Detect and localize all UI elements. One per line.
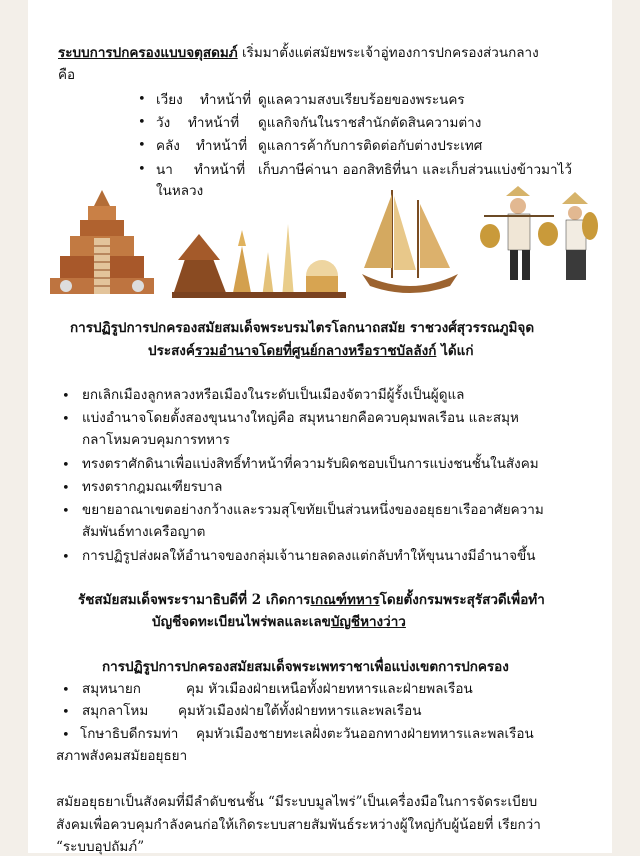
section3-underlined: เกณฑ์ทหาร: [310, 592, 380, 608]
item-name: นา: [156, 162, 173, 178]
list-item: ทรงตรากฎมณเฑียรบาล: [82, 479, 223, 495]
bullet-dot: •: [62, 705, 70, 720]
bullet-dot: •: [62, 458, 70, 473]
section1-heading-line: [58, 44, 539, 62]
section1-title: ระบบการปกครองแบบจตุสดมภ์: [58, 45, 238, 61]
section3-part: โดยตั้งกรมพระสุรัสวดีเพื่อทำ: [379, 592, 545, 608]
bullet-dot: •: [62, 389, 70, 404]
section4-footer: สภาพสังคมสมัยอยุธยา: [56, 748, 188, 764]
bullet-dot: •: [138, 115, 146, 130]
sailboat-illustration: [358, 186, 462, 298]
bullet-dot: •: [62, 728, 70, 743]
section2-title-part: ได้แก่: [436, 343, 474, 359]
section3-line2: [152, 613, 406, 631]
item-desc: เก็บภาษีค่านา ออกสิทธิที่นา และเก็บส่วนแบ่งข้าวมาไว้: [258, 162, 572, 178]
document-page: [28, 0, 612, 853]
list-item-cont: กลาโหมควบคุมการทหาร: [82, 432, 230, 448]
item-cont: ในหลวง: [156, 183, 204, 199]
temple-ruins-illustration: [44, 186, 160, 298]
bullet-dot: •: [62, 504, 70, 519]
item-name: คลัง: [156, 138, 180, 154]
item-desc: ดูแลความสงบเรียบร้อยของพระนคร: [258, 92, 465, 108]
farmers-illustration: [478, 186, 600, 298]
bullet-dot: •: [138, 138, 146, 153]
item-name: วัง: [156, 115, 171, 131]
section3-part: บัญชีจดทะเบียนไพร่พลและเลข: [152, 614, 331, 630]
temple-silhouette-illustration: [172, 216, 346, 298]
item-desc: คุมหัวเมืองชายทะเลฝั่งตะวันออกทางฝ่ายทหารและพลเรือน: [196, 726, 534, 742]
bullet-dot: •: [138, 92, 146, 107]
item-duty: ทำหน้าที่: [200, 92, 252, 108]
list-item: แบ่งอำนาจโดยตั้งสองขุนนางใหญ่คือ สมุหนายกคือควบคุมพลเรือน และสมุห: [82, 410, 519, 426]
section2-title-underlined: รวมอำนาจโดยที่ศูนย์กลางหรือราชบัลลังก์: [194, 343, 437, 359]
item-duty: ทำหน้าที่: [188, 115, 240, 131]
section1-intro-cont: คือ: [58, 67, 76, 83]
list-item-cont: สัมพันธ์ทางเครือญาต: [82, 524, 206, 540]
section3-line1: [78, 591, 545, 609]
bullet-dot: •: [62, 481, 70, 496]
bullet-dot: •: [62, 412, 70, 427]
bullet-dot: •: [62, 683, 70, 698]
item-name: สมุหนายก: [82, 681, 141, 697]
item-desc: ดูแลกิจกันในราชสำนักตัดสินความต่าง: [258, 115, 482, 131]
item-duty: ทำหน้าที่: [194, 162, 246, 178]
bullet-dot: •: [138, 162, 146, 177]
list-item: ขยายอาณาเขตอย่างกว้างและรวมสุโขทัยเป็นส่วนหนึ่งของอยุธยาเรืออาศัยความ: [82, 502, 544, 518]
list-item: ยกเลิกเมืองลูกหลวงหรือเมืองในระดับเป็นเมืองจัตวามีผู้รั้งเป็นผู้ดูแล: [82, 387, 465, 403]
list-item: การปฏิรูปส่งผลให้อำนาจของกลุ่มเจ้านายลดลงแต่กลับทำให้ขุนนางมีอำนาจขึ้น: [82, 548, 536, 564]
section2-title-part: ประสงค์: [148, 343, 195, 359]
item-name: สมุกลาโหม: [82, 703, 149, 719]
section5-line3: “ระบบอุปถัมภ์”: [56, 839, 145, 855]
item-desc: ดูแลการค้ากับการติดต่อกับต่างประเทศ: [258, 138, 483, 154]
section5-line2: สังคมเพื่อควบคุมกำลังคนก่อให้เกิดระบบสายสัมพันธ์ระหว่างผู้ใหญ่กับผู้น้อยที่ เรียกว่า: [56, 817, 541, 833]
section4-title: การปฏิรูปการปกครองสมัยสมเด็จพระเพทราชาเพื่อแบ่งเขตการปกครอง: [102, 659, 509, 675]
item-duty: ทำหน้าที่: [196, 138, 248, 154]
section3-underlined: บัญชีหางว่าว: [330, 614, 406, 630]
section5-line1: สมัยอยุธยาเป็นสังคมที่มีลำดับชนชั้น “มีระบบมูลไพร่”เป็นเครื่องมือในการจัดระเบียบ: [56, 794, 538, 810]
item-name: โกษาธิบดีกรมท่า: [80, 726, 179, 742]
section1-intro: เริ่มมาตั้งแต่สมัยพระเจ้าอู่ทองการปกครองส่วนกลาง: [237, 45, 539, 61]
item-name: เวียง: [156, 92, 183, 108]
bullet-dot: •: [62, 550, 70, 565]
item-desc: คุม หัวเมืองฝ่ายเหนือทั้งฝ่ายทหารและฝ่ายพลเรือน: [186, 681, 473, 697]
item-desc: คุมหัวเมืองฝ่ายใต้ทั้งฝ่ายทหารและพลเรือน: [178, 703, 422, 719]
list-item: ทรงตราศักดินาเพื่อแบ่งสิทธิ์ทำหน้าที่ความรับผิดชอบเป็นการแบ่งชนชั้นในสังคม: [82, 456, 539, 472]
section3-part: รัชสมัยสมเด็จพระรามาธิบดีที่ 2 เกิดการ: [78, 592, 311, 608]
section2-title-line1: การปฏิรูปการปกครองสมัยสมเด็จพระบรมไตรโลกนาถสมัย ราชวงศ์สุวรรณภูมิจุด: [70, 320, 535, 336]
section2-title-line2: [148, 342, 474, 360]
